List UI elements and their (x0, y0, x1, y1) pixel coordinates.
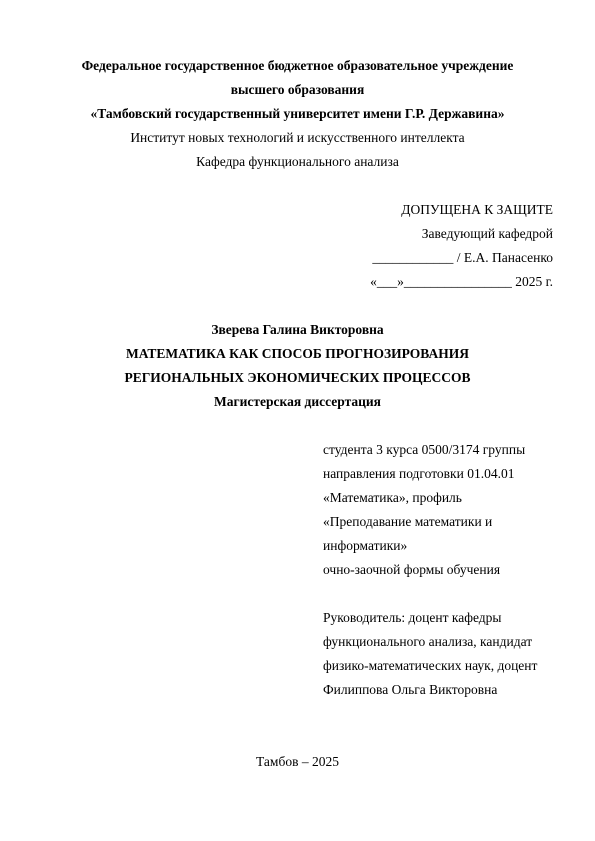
student-info-line: студента 3 курса 0500/3174 группы (323, 442, 526, 457)
approval-signature: ____________ / Е.А. Панасенко (372, 250, 553, 265)
city-year: Тамбов – 2025 (256, 754, 339, 769)
supervisor-info-line: функционального анализа, кандидат (323, 634, 533, 649)
student-info-line: информатики» (323, 538, 408, 553)
supervisor-info-line: физико-математических наук, доцент (323, 658, 538, 673)
approval-date: «___»________________ 2025 г. (370, 274, 553, 289)
organization-level: высшего образования (230, 82, 365, 97)
student-info-line: «Преподавание математики и (323, 514, 493, 529)
supervisor-name: Филиппова Ольга Викторовна (323, 682, 498, 697)
student-info-line: направления подготовки 01.04.01 (323, 466, 515, 481)
approval-position: Заведующий кафедрой (421, 226, 553, 241)
university-name: «Тамбовский государственный университет имени Г.Р. Державина» (90, 106, 505, 121)
supervisor-info-line: Руководитель: доцент кафедры (323, 610, 502, 625)
institute-name: Институт новых технологий и искусственного интеллекта (130, 130, 465, 145)
work-title-line-1: МАТЕМАТИКА КАК СПОСОБ ПРОГНОЗИРОВАНИЯ (126, 346, 469, 361)
work-type: Магистерская диссертация (213, 394, 381, 409)
work-title-line-2: РЕГИОНАЛЬНЫХ ЭКОНОМИЧЕСКИХ ПРОЦЕССОВ (124, 370, 471, 385)
student-info-line: очно-заочной формы обучения (323, 562, 501, 577)
student-info-line: «Математика», профиль (323, 490, 462, 505)
department-name: Кафедра функционального анализа (196, 154, 399, 169)
approval-title: ДОПУЩЕНА К ЗАЩИТЕ (401, 202, 553, 217)
organization-type: Федеральное государственное бюджетное образовательное учреждение (81, 58, 514, 73)
author-name: Зверева Галина Викторовна (211, 322, 384, 337)
